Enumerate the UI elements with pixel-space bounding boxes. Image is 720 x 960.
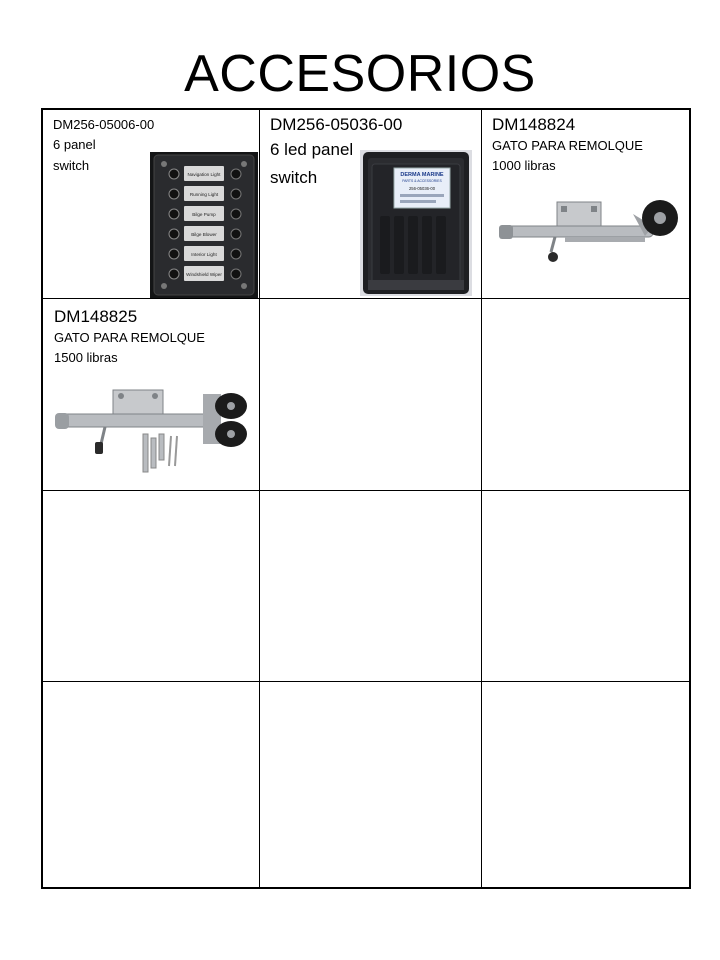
trailer-jack-1500-image [53,386,261,482]
product-code: DM148824 [492,115,576,134]
package-brand: DERMA MARINE [400,172,444,178]
switch-label: Interior Light [191,252,217,257]
product-description: switch [270,168,318,187]
product-cell-4 [54,306,205,368]
package-subtitle: PARTS & ACCESSORIES [402,179,442,183]
product-description: 6 led panel [270,140,354,159]
column-divider [481,110,482,887]
switch-label: Navigation Light [187,172,221,177]
row-divider [43,298,689,299]
product-description: 6 panel [53,137,96,152]
product-table [41,108,691,889]
package-code: 256-05036-00 [408,186,436,191]
product-description: GATO PARA REMOLQUE [54,330,205,345]
trailer-jack-1000-image [495,196,685,268]
page-title: ACCESORIOS [184,45,536,103]
product-code: DM256-05006-00 [53,117,155,132]
product-code: DM148825 [54,307,138,326]
product-cell-3 [492,114,643,176]
led-panel-package-image [360,150,472,296]
product-description: GATO PARA REMOLQUE [492,138,643,153]
switch-label: Windshield Wiper [186,272,222,277]
product-code: DM256-05036-00 [270,115,403,134]
switch-label: Running Light [189,192,219,197]
product-description: 1500 libras [54,350,118,365]
row-divider [43,490,689,491]
product-cell-1 [53,116,154,176]
switch-label: Bilge Pump [192,212,216,217]
switch-panel-image [150,152,258,298]
product-description: 1000 libras [492,158,556,173]
row-divider [43,681,689,682]
switch-label: Bilge Blower [191,232,217,237]
column-divider [259,110,260,887]
product-description: switch [53,158,90,173]
